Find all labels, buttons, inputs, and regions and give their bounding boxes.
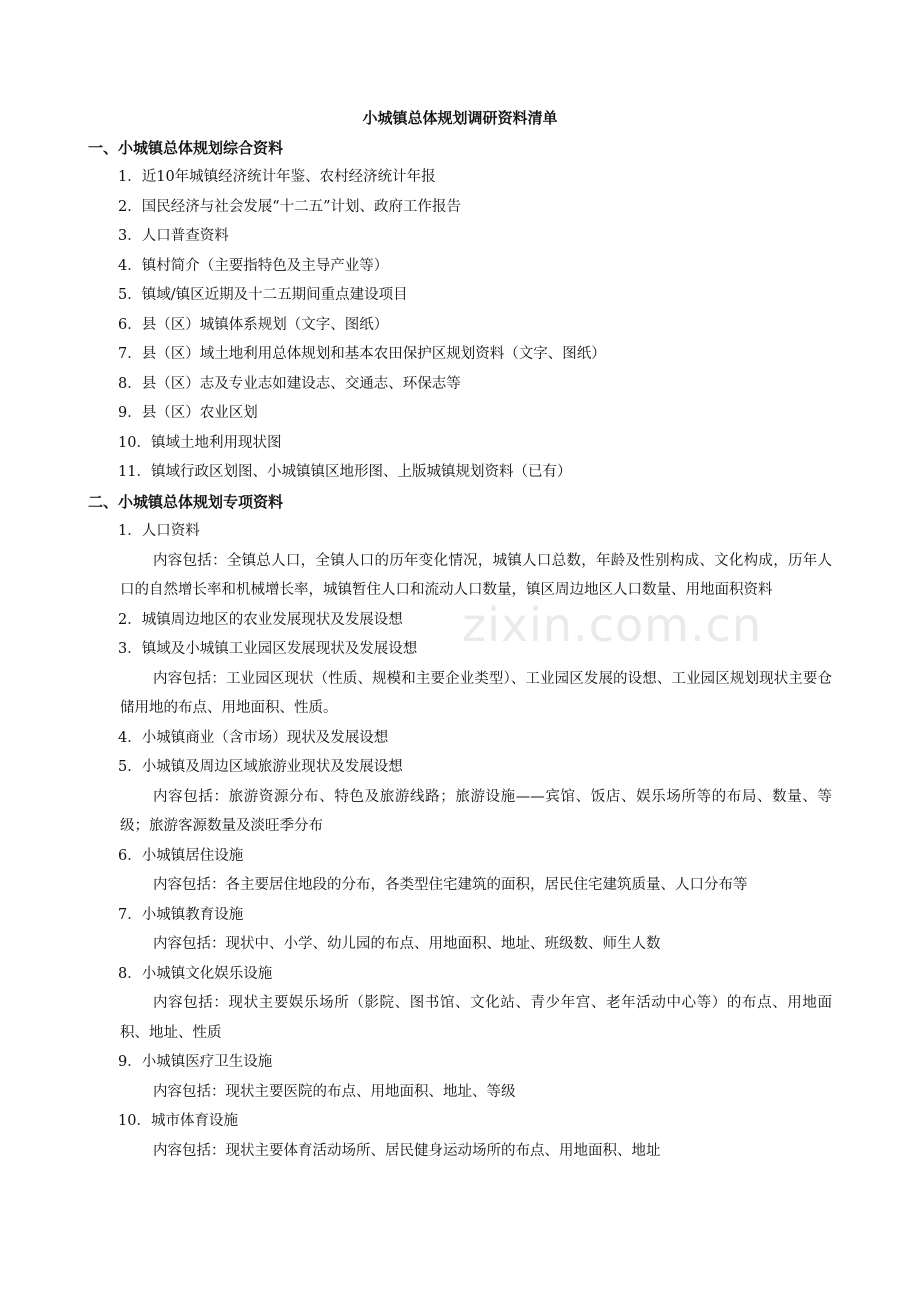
item-detail: 内容包括：旅游资源分布、特色及旅游线路；旅游设施——宾馆、饭店、娱乐场所等的布局、数量、等级；旅游客源数量及淡旺季分布 (120, 788, 832, 834)
list-item: 4．小城镇商业（含市场）现状及发展设想 (118, 729, 389, 746)
item-detail: 内容包括：工业园区现状（性质、规模和主要企业类型）、工业园区发展的设想、工业园区规划现状主要仓储用地的布点、用地面积、性质。 (120, 670, 832, 716)
list-item: 4．镇村简介（主要指特色及主导产业等） (118, 257, 389, 274)
section-heading-specialized: 二、小城镇总体规划专项资料 (88, 492, 284, 511)
list-item: 2．国民经济与社会发展“十二五”计划、政府工作报告 (118, 198, 462, 215)
item-detail: 内容包括：现状主要体育活动场所、居民健身运动场所的布点、用地面积、地址 (153, 1142, 661, 1159)
list-item: 6．小城镇居住设施 (118, 847, 244, 864)
list-item: 5．小城镇及周边区域旅游业现状及发展设想 (118, 759, 403, 775)
list-item: 7．县（区）域土地利用总体规划和基本农田保护区规划资料（文字、图纸） (118, 346, 606, 362)
list-item: 8．小城镇文化娱乐设施 (118, 965, 273, 982)
item-detail: 内容包括：现状主要医院的布点、用地面积、地址、等级 (153, 1083, 516, 1100)
list-item: 1．人口资料 (118, 523, 200, 539)
list-item: 3．人口普查资料 (118, 228, 229, 244)
item-detail: 内容包括：各主要居住地段的分布，各类型住宅建筑的面积，居民住宅建筑质量、人口分布等 (153, 877, 748, 893)
item-detail: 内容包括：现状主要娱乐场所（影院、图书馆、文化站、青少年宫、老年活动中心等）的布点、用地面积、地址、性质 (120, 995, 832, 1041)
list-item: 9．小城镇医疗卫生设施 (118, 1054, 273, 1070)
document-title: 小城镇总体规划调研资料清单 (362, 109, 558, 127)
document-body (0, 104, 920, 1166)
list-item: 10．镇域土地利用现状图 (118, 434, 282, 451)
item-detail: 内容包括：全镇总人口，全镇人口的历年变化情况，城镇人口总数，年龄及性别构成、文化构成，历年人口的自然增长率和机械增长率，城镇暂住人口和流动人口数量，镇区周边地区人口数量、用地面积资料 (120, 552, 832, 598)
list-item: 1．近10年城镇经济统计年鉴、农村经济统计年报 (118, 169, 436, 185)
section-specialized-list (0, 517, 920, 1166)
list-item: 5．镇域/镇区近期及十二五期间重点建设项目 (118, 287, 408, 303)
list-item: 11．镇域行政区划图、小城镇镇区地形图、上版城镇规划资料（已有） (118, 464, 572, 480)
list-item: 8．县（区）志及专业志如建设志、交通志、环保志等 (118, 375, 461, 392)
list-item: 6．县（区）城镇体系规划（文字、图纸） (118, 316, 389, 333)
list-item: 10．城市体育设施 (118, 1113, 238, 1129)
section-comprehensive-list (0, 163, 920, 488)
watermark: zixin.com.cn (462, 598, 763, 652)
list-item: 3．镇域及小城镇工业园区发展现状及发展设想 (118, 641, 418, 657)
item-detail: 内容包括：现状中、小学、幼儿园的布点、用地面积、地址、班级数、师生人数 (153, 936, 661, 952)
list-item: 2．城镇周边地区的农业发展现状及发展设想 (118, 611, 403, 628)
list-item: 7．小城镇教育设施 (118, 906, 244, 923)
section-heading-comprehensive: 一、小城镇总体规划综合资料 (88, 138, 284, 157)
list-item: 9．县（区）农业区划 (118, 405, 258, 421)
